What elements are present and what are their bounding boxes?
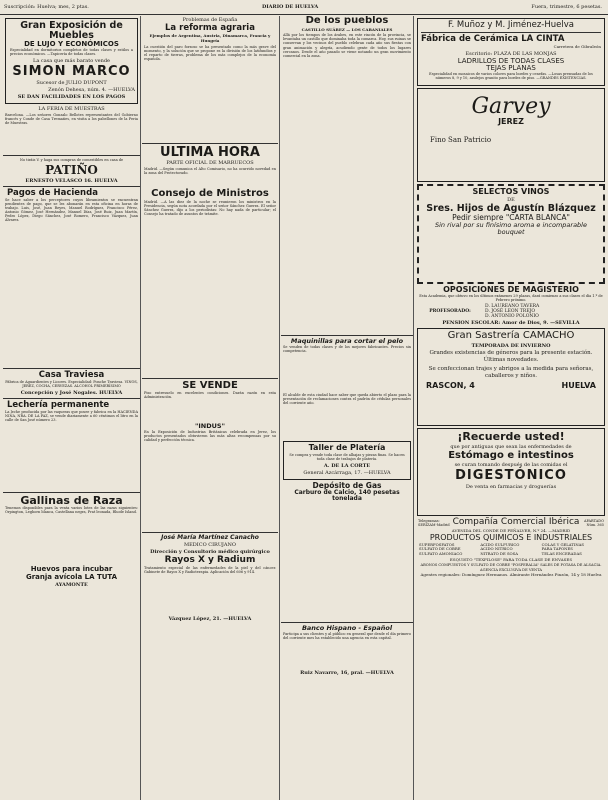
ad-title: Gran Sastrería CAMACHO [447, 330, 575, 342]
ad-text: Carburo de Calcio, 140 pesetas tonelada [294, 488, 400, 502]
article-text: Madrid. —Según comunica el Alto Comisario, no ha ocurrido novedad en la zona del Protectorado. [144, 167, 276, 176]
company-address: AVENIDA DEL CONDE DE PEÑALVER, N.º 24. —MADRID [451, 527, 571, 533]
article-headline: Consejo de Ministros [151, 188, 269, 200]
bank-title: Banco Hispano - Español [301, 624, 393, 633]
article-text: El alcalde de esta ciudad hace saber que queda abierto el plazo para la presentación de reclamaciones contra el padrón de cédulas personales del corriente año. [283, 393, 411, 406]
merchant-successor: Sucesor de JULIO DUPONT [36, 80, 107, 87]
product-name: DIGESTÓNICO [455, 468, 567, 484]
bank-text: Participa a sus clientes y al público en general que desde el día primero del corriente mes ha establecido una agencia en esta capital. [283, 631, 411, 641]
tailor-city: HUELVA [561, 380, 596, 390]
ad-address: Concepción y José Nogales. HUELVA [20, 389, 123, 396]
silversmith-ad [283, 441, 411, 480]
article-text: Allá por los tiempos de los árabes, en este rincón de la provincia, se levantaba un castillo que dominaba toda la comarca. Hoy, sus ruinas se conservan y los vecinos del pueblo celebran cada año sus fiestas con gran animación y alegría, acudiendo gente de todos los lugares cercanos. Desde el año pasado se viene notando un gran movimiento comercial en la zona. [283, 33, 411, 58]
ad-text: Especialidad en mosaicos de varios colores para bordes y cenefas. —Losas prensadas de los números 8, 9 y 10, azulejos granito para bordes de piso. —GRANDES EXISTENCIAS. [429, 72, 593, 81]
academy-ad [415, 286, 607, 327]
ad-text: Fábrica de Aguardientes y Licores. Especialidad: Ponche Traviesa. VINOS, JEREZ, COCHA, CERVEZAS. ALCOHOL PRIMERÍSIMO [5, 379, 138, 388]
chemical-company-ad [415, 518, 607, 578]
ad-title: SELECTOS VINOS [472, 186, 550, 196]
teacher-name: D. LAUREANO TAVERA [485, 304, 540, 310]
article-headline: Pagos de Hacienda [7, 187, 98, 198]
subscription-note: Suscripción: Huelva; mes, 2 ptas. [4, 4, 89, 10]
company-name: F. Muñoz y M. Jiménez-Huelva [447, 20, 574, 30]
section-headline: ULTIMA HORA [160, 144, 260, 160]
ad-subtitle: DE LUJO Y ECONÓMICOS [24, 39, 119, 48]
ad-text: Esta Academia, que obtuvo en los últimos exámenes 29 plazas, dará comienzo a sus clases el día 1.º de Febrero próximo. [419, 293, 603, 302]
column-3 [281, 16, 413, 800]
ad-owner: A. DE LA CORTE [323, 462, 371, 469]
ad-text: se curan tomando después de las comidas el [454, 462, 568, 469]
product-item: TELAS ENCERADAS [541, 550, 582, 556]
farm-name: Granja avícola LA TUTA [25, 572, 118, 581]
article-text: La cuestión del paro forzoso se ha presentado como la más grave del momento, y la solución que se propone es la división de los latifundios y el reparto de tierras, problema de los más complejos de la economía española. [144, 44, 276, 61]
product-item: NITRATO DE SOSA [480, 550, 519, 556]
tailor-street: RASCON, 4 [426, 380, 475, 390]
article-headline: De los pueblos [305, 16, 389, 26]
teacher-name: D. ANTONIO POLONIO [485, 314, 539, 320]
ad-title: ¡Recuerde usted! [457, 430, 565, 444]
product-item: ACIDO NITRICO [480, 546, 513, 552]
ad-title: Gallinas de Raza [20, 493, 123, 507]
regional-agents: Agentes regionales: Domínguez Hermanos. Almirante Hernández Pinzón, 14 y 18 Huelva [420, 571, 602, 577]
ad-title: Gran Exposición de Muebles [20, 20, 123, 41]
ad-title: Lechería permanente [7, 399, 110, 410]
divider [3, 398, 140, 399]
telegram-address: Telegramas: SERIZAM-Madrid [418, 518, 450, 527]
garvey-ad [417, 88, 605, 182]
ad-text: Grandes existencias de géneros para la presente estación. Últimas novedades. [429, 349, 593, 363]
article-subheadline: CASTILLO SUÁREZ — LOS CABANIALES [301, 26, 393, 32]
company-name: Compañía Comercial Ibérica [452, 517, 580, 528]
ad-text: Se compra y vende toda clase de alhajas y piezas finas. Se hacen toda clase de trabajos de platería. [289, 452, 405, 461]
merchant-facilities: SE DAN FACILIDADES EN LOS PAGOS [17, 94, 126, 101]
boarding-note: PENSION ESCOLAR: Amor de Dios, 9. —SEVILLA [442, 320, 580, 327]
column-4 [415, 16, 607, 800]
teacher-name: D. JOSÉ LEON TREJO [485, 309, 536, 315]
product-item: PARA TAPONES [541, 546, 573, 552]
ad-text: No tiráis V. y haga sus compras de comestibles en casa de [19, 158, 124, 163]
column-divider [140, 16, 141, 800]
divider [3, 492, 140, 493]
bank-address: Ruiz Navarro, 16, pral. —HUELVA [300, 669, 394, 676]
staff-label: PROFESORADO: [429, 309, 471, 315]
newspaper-name: DIARIO DE HUELVA [262, 4, 319, 10]
shop-name: PATIÑO [45, 163, 98, 178]
product-line: LADRILLOS DE TODAS CLASES [457, 56, 565, 65]
column-divider [413, 16, 414, 800]
doctor-title: MEDICO CIRUJANO [183, 542, 236, 549]
price-note: Fuera, trimestre, 6 pesetas. [531, 4, 602, 10]
ad-connector: DE [507, 196, 515, 203]
column-divider [279, 16, 280, 800]
furniture-ad [5, 18, 138, 104]
ad-text: Se venden de todas clases y de los mejores fabricantes. Precios sin competencia. [283, 345, 411, 354]
wine-ad [417, 184, 605, 284]
ad-subject: Estómago e intestinos [448, 449, 574, 461]
ad-subheading: Huevos para incubar [30, 565, 113, 574]
classified-text: Piso entresuelo en excelentes condiciones. Darán razón en esta Administración. [144, 391, 276, 400]
article-headline: "INDUS" [195, 422, 225, 431]
product-note: ABONOS COMPUESTOS Y SULFATO DE COBRE "FOSPERALIA" SALES DE POTASA DE ALSACIA. AGENCIA EXCLUSIVA DE VENTA [420, 563, 602, 572]
masthead-strip [0, 0, 608, 15]
ad-address: Vázquez López, 21. —HUELVA [168, 615, 252, 622]
product-item: SULFATO AMONIACO [419, 550, 463, 556]
wine-merchant: Sres. Hijos de Agustín Blázquez [426, 202, 596, 214]
ad-text: Tratamiento especial de las enfermedades de la piel y del cáncer. Gabinete de Rayos X y Radioterapia. Aplicación del 606 y 914. [144, 565, 276, 574]
divider [281, 622, 413, 623]
article-text: Se hace saber a los perceptores cuyos libramientos se encuentran pendientes de pago, que se les abonarán en esta oficina en horas de trabajo. Luis, José, Juan Reyes, Manuel Rodríguez, Francisco Pérez, Antonio Gómez, José Hernández, Manuel Díaz, José Ruiz, Juan Martín, Pedro López, Diego Sánchez, José Romero, Francisco Vázquez, Juan Álvarez. [5, 197, 138, 223]
classified-title: SE VENDE [182, 379, 238, 391]
tailor-ad [417, 328, 605, 426]
ad-title: Depósito de Gas [312, 480, 382, 490]
ad-title: OPOSICIONES DE MAGISTERIO [443, 284, 579, 294]
article-headline: La reforma agraria [165, 23, 255, 33]
ad-subtitle: TEMPORADA DE INVIERNO [471, 342, 551, 349]
product-item: ACIDO SULFURICO [480, 541, 520, 547]
divider [3, 186, 140, 187]
divider [142, 532, 278, 533]
ad-text: La leche producida por las vaqueras que posee y fabrica en la HACIENDA NIÑA, NRA. DE LA PAZ, se vende diariamente a 60 céntimos el litro en la calle de San José número 23. [5, 409, 138, 422]
products-title: PRODUCTOS QUIMICOS E INDUSTRIALES [429, 533, 593, 543]
factory-location: Carretera de Gibraleón [553, 43, 601, 49]
product-item: SULFATO DE COBRE [419, 546, 461, 552]
divider [3, 368, 140, 369]
digestonico-ad [417, 428, 605, 516]
ad-text: Tenemos disponibles para la venta varios lotes de las razas siguientes: Orpington, Leghorn blanca, Castellana negra, Prat leonada, Rhode Island. [5, 506, 138, 515]
divider [421, 32, 601, 33]
article-subheadline: PARTE OFICIAL DE MARRUECOS [166, 160, 254, 167]
section-kicker: Problemas de España [182, 17, 238, 23]
product-line: TEJAS PLANAS [486, 63, 536, 72]
wine-slogan: Sin rival por su finísimo aroma e incomparable bouquet [435, 220, 587, 236]
article-subheadline: Ejemplos de Argentina, Austria, Dinamarca, Francia y Hungría [149, 32, 271, 43]
ad-text: que por antiguas que sean las enfermedades de [450, 443, 572, 450]
article-text: En la Exposición de Industrias Británicas celebrada en Jerez, los productos presentados obtuvieron las más altas recompensas por su calidad y perfección técnica. [144, 429, 276, 443]
brand-name: Garvey [471, 93, 551, 119]
divider [3, 155, 140, 156]
ad-title: Rayos X y Radium [164, 555, 256, 566]
factory-name: Fábrica de Cerámica LA CINTA [421, 33, 565, 44]
office-address: Escritorio: PLAZA DE LAS MONJAS [465, 50, 557, 57]
divider [142, 378, 278, 379]
ceramic-ad [417, 18, 605, 86]
ad-title: Casa Traviesa [38, 369, 105, 380]
shop-address: ERNESTO VELASCO 16. HUELVA [25, 177, 118, 184]
ad-address: General Azcárraga, 17. —HUELVA [303, 469, 391, 476]
product-note: ESQUISTO "TEXFILOSE" PARA TODA CLASE DE ENVASES [449, 556, 573, 562]
merchant-name: SIMON MARCO [12, 64, 131, 80]
ad-title: Maquinillas para cortar el pelo [290, 337, 404, 346]
doctor-name: José María Martínez Canacho [161, 533, 259, 541]
divider [281, 335, 413, 336]
wine-brand: Pedir siempre "CARTA BLANCA" [452, 212, 570, 222]
doctor-text: Dirección y Consultorio médico quirúrgico [150, 549, 270, 556]
farm-city: AYAMONTE [55, 581, 88, 588]
article-text: Madrid. —A las diez de la noche se reunieron los ministros en la Presidencia, según nota acordada por el señor Sánchez Guerra. El señor Sánchez Guerra, dijo a los periodistas: No hay nada de particular; el Consejo ha tratado de asuntos de trámite. [144, 199, 276, 216]
ad-text: Especialidad en dormitorios completos de todas clases y estilos a precios económicos. —Tapicería de todas clases. [10, 48, 133, 57]
product-item: COLAS Y GELATINAS [541, 541, 585, 547]
column-1 [3, 16, 140, 800]
section-heading: LA FERIA DE MUESTRAS [38, 106, 105, 113]
merchant-address: Zenón Dehesa, núm. 4. —HUELVA [48, 87, 135, 94]
ad-title: Taller de Platería [308, 443, 386, 453]
po-box: APARTADO Núm. 365 [583, 518, 604, 527]
ad-footnote: De venta en farmacias y droguerías [465, 483, 557, 490]
brand-product: Fino San Patricio [430, 136, 492, 144]
article-text: Barcelona. —Los señores Gonzalo Bellotes representantes del Gobierno francés y Conde de Casa Tremañes, en visita a los pabellones de la Feria de Muestras. [5, 113, 138, 126]
ad-slogan: La casa que más barato vende [33, 58, 110, 65]
ad-text: Se confeccionan trajes y abrigos a la medida para señoras, caballeros y niños. [428, 365, 594, 379]
column-2 [142, 16, 278, 800]
product-item: SUPERFOSFATOS [419, 541, 455, 547]
divider [142, 143, 278, 144]
brand-city: JEREZ [498, 116, 524, 126]
